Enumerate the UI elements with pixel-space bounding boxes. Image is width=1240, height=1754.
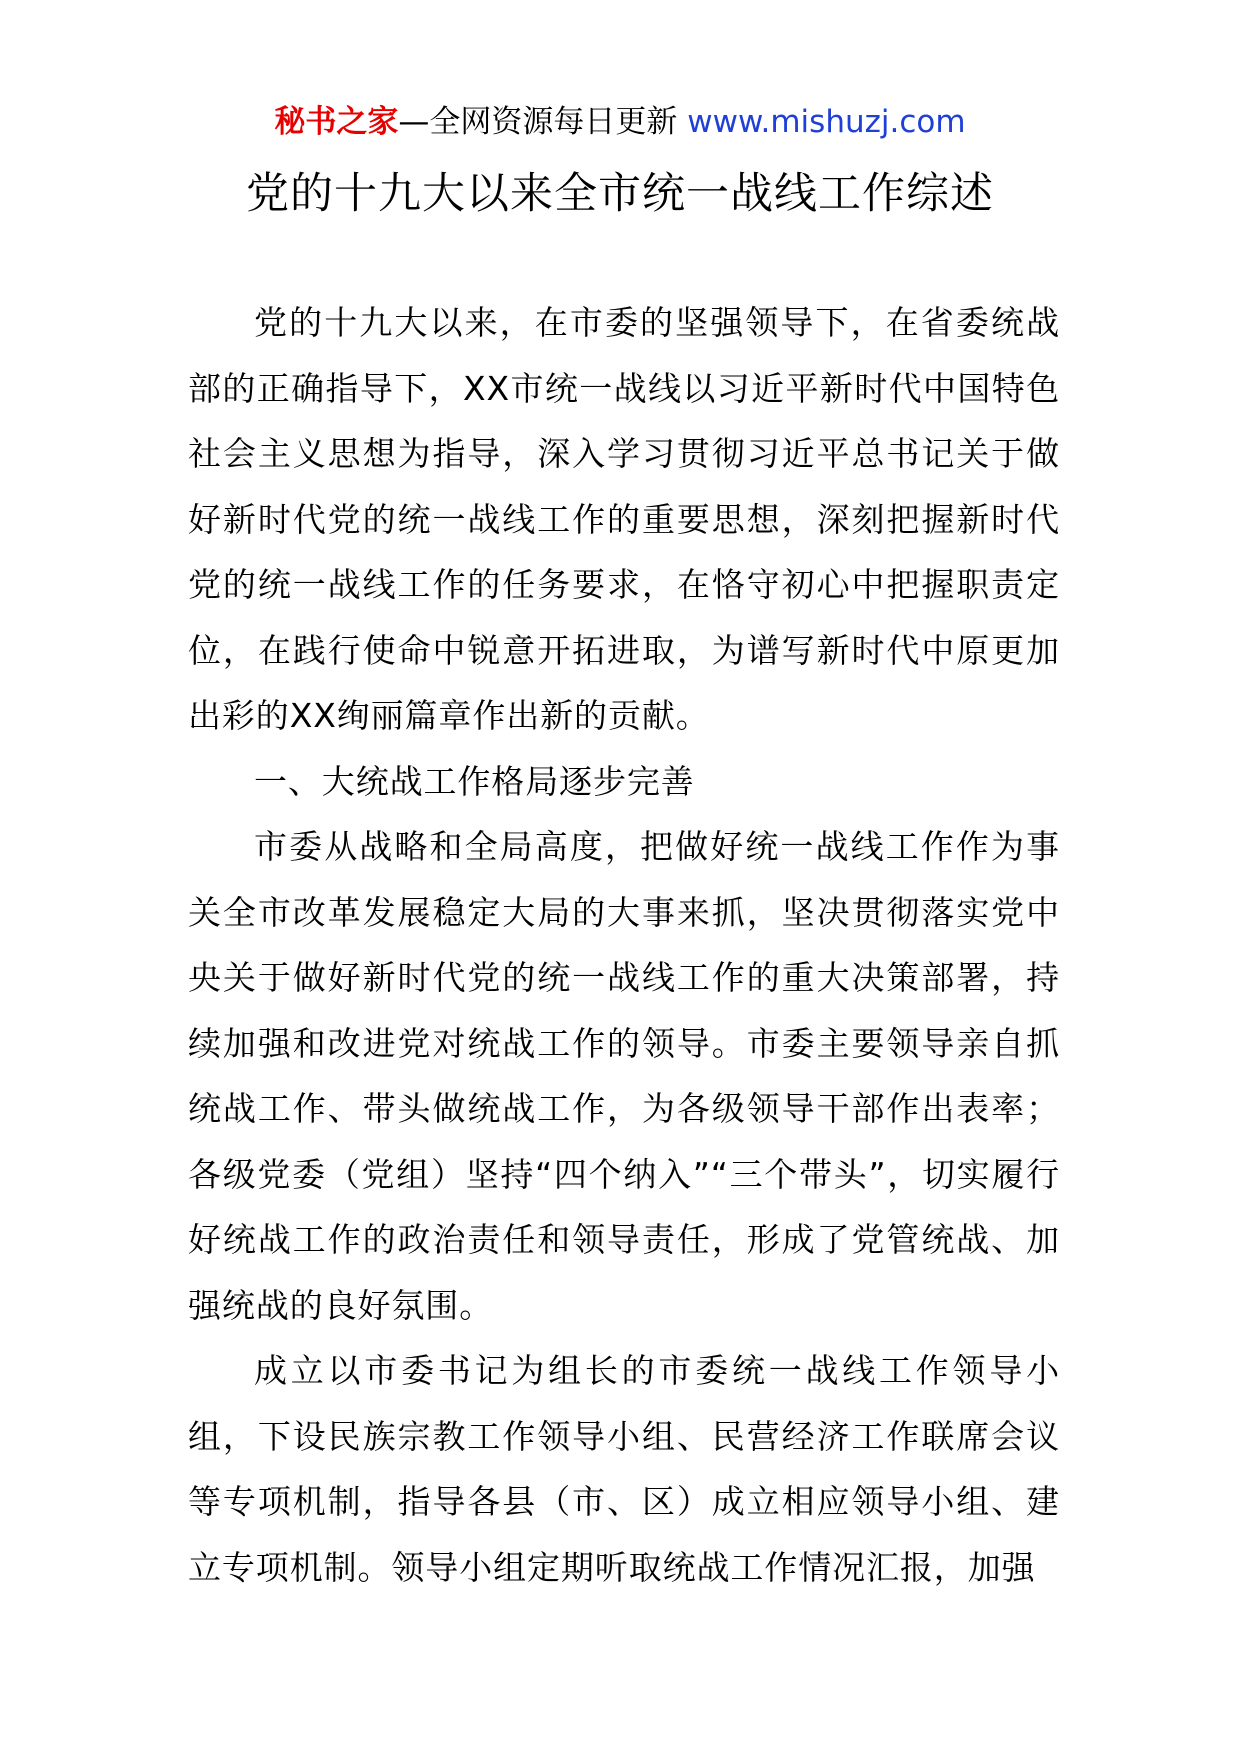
paragraph-intro: 党的十九大以来，在市委的坚强领导下，在省委统战部的正确指导下，XX市统一战线以习近平新时代中国特色社会主义思想为指导，深入学习贯彻习近平总书记关于做好新时代党的统一战线工作的重要思想，深刻把握新时代党的统一战线工作的任务要求，在恪守初心中把握职责定位，在践行使命中锐意开拓进取，为谱写新时代中原更加出彩的XX绚丽篇章作出新的贡献。 <box>188 303 1060 735</box>
header-tagline: —全网资源每日更新 <box>398 104 688 140</box>
brand-name: 秘书之家 <box>274 104 399 140</box>
paragraph-leading-group: 成立以市委书记为组长的市委统一战线工作领导小组，下设民族宗教工作领导小组、民营经济工作联席会议等专项机制，指导各县（市、区）成立相应领导小组、建立专项机制。领导小组定期听取统战工作情况汇报，加强 <box>188 1351 1060 1587</box>
document-body <box>188 290 1060 1600</box>
site-header <box>0 100 1240 144</box>
section-heading-1: 一、大统战工作格局逐步完善 <box>254 761 695 801</box>
site-url-link[interactable]: www.mishuzj.com <box>687 104 966 140</box>
document-title: 党的十九大以来全市统一战线工作综述 <box>246 169 994 219</box>
paragraph-leadership: 市委从战略和全局高度，把做好统一战线工作作为事关全市改革发展稳定大局的大事来抓，坚决贯彻落实党中央关于做好新时代党的统一战线工作的重大决策部署，持续加强和改进党对统战工作的领导。市委主要领导亲自抓统战工作、带头做统战工作，为各级领导干部作出表率；各级党委（党组）坚持“四个纳入”“三个带头”，切实履行好统战工作的政治责任和领导责任，形成了党管统战、加强统战的良好氛围。 <box>188 827 1060 1325</box>
